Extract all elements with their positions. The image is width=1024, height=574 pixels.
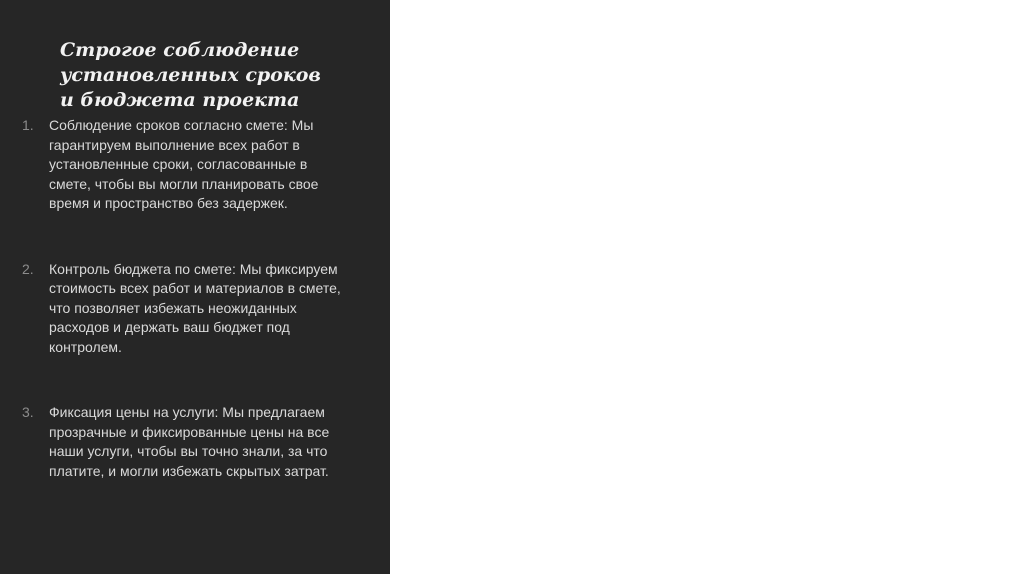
list-item <box>22 116 367 214</box>
list-item-text: Соблюдение сроков согласно смете: Мы гарантируем выполнение всех работ в установленные сроки, согласованные в смете, чтобы вы могли планировать свое время и пространство без задержек. <box>49 117 319 211</box>
list-item-text: Контроль бюджета по смете: Мы фиксируем стоимость всех работ и материалов в смете, что позволяет избежать неожиданных расходов и держать ваш бюджет под контролем. <box>49 260 341 355</box>
list-item-number: 3. <box>22 404 34 420</box>
list-item <box>22 260 367 358</box>
numbered-list <box>22 116 367 481</box>
list-item-text: Фиксация цены на услуги: Мы предлагаем прозрачные и фиксированные цены на все наши услуги, чтобы вы точно знали, за что платите, и могли избежать скрытых затрат. <box>49 404 330 479</box>
slide-title: Строгое соблюдение установленных сроков и бюджета проекта <box>60 39 321 111</box>
blank-image-area <box>390 0 1024 574</box>
dark-content-panel <box>0 0 390 574</box>
list-item-number: 1. <box>22 117 34 133</box>
list-item-number: 2. <box>22 260 34 277</box>
list-item <box>22 403 367 481</box>
